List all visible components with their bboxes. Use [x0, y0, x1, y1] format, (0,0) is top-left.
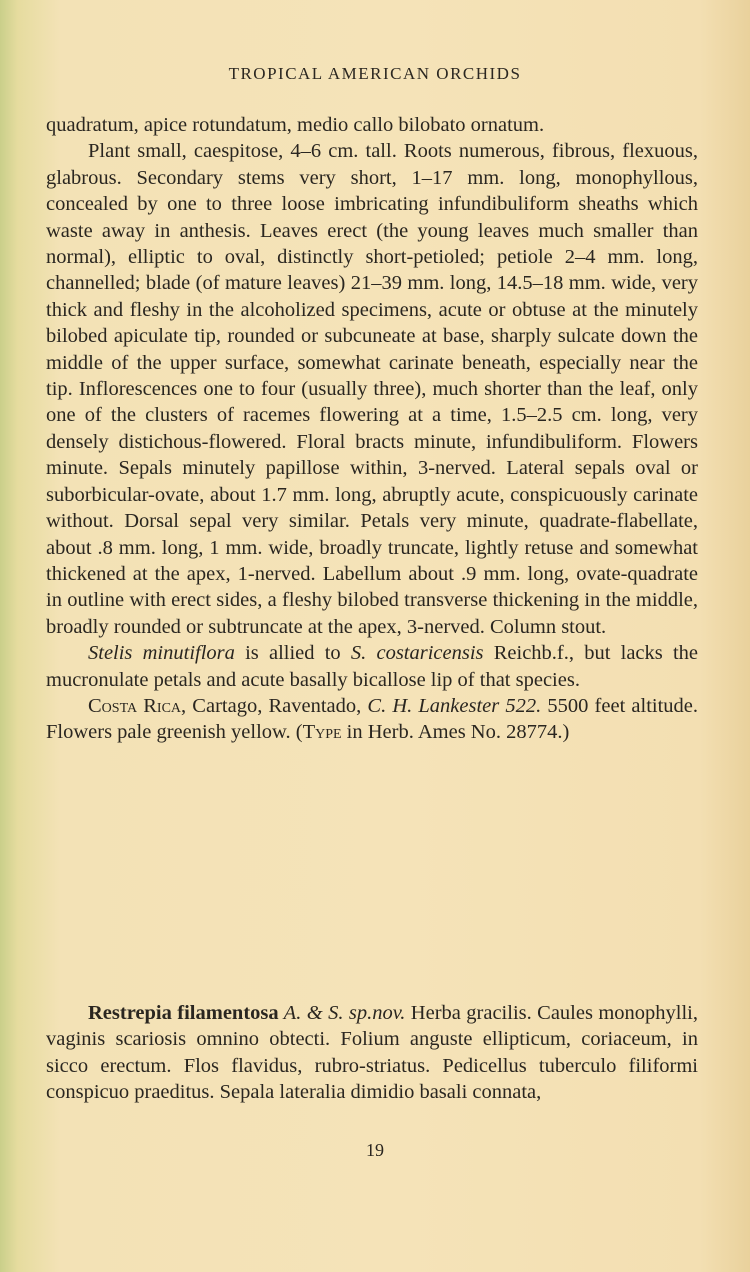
- latin-continuation: quadratum, apice rotundatum, medio callo bilobato ornatum.: [46, 114, 545, 136]
- specimen-text-1: , Cartago, Raventado,: [181, 694, 368, 717]
- page-number: 19: [366, 1140, 384, 1160]
- type-label: Type: [302, 721, 342, 744]
- species-description: Plant small, caespitose, 4–6 cm. tall. Roots numerous, fibrous, flexuous, glabrous. Secondary stems very short, 1–17 mm. long, monophyllous, concealed by one to three loose imbricating infundibuliform sheaths which waste away in anthesis. Leaves erect (the young leaves much smaller than normal), elliptic to oval, distinctly short-petioled; petiole 2–4 mm. long, channelled; blade (of mature leaves) 21–39 mm. long, 14.5–18 mm. wide, very thick and fleshy in the alcoholized specimens, acute or obtuse at the minutely bilobed apiculate tip, rounded or subcuneate at base, sharply sulcate down the middle of the upper surface, somewhat carinate beneath, especially near the tip. Inflorescences one to four (usually three), much shorter than the leaf, only one of the clusters of racemes flowering at a time, 1.5–2.5 cm. long, very densely distichous-flowered. Floral bracts minute, infundibuliform. Flowers minute. Sepals minutely papillose within, 3-nerved. Lateral sepals oval or suborbicular-ovate, about 1.7 mm. long, abruptly acute, conspicuously carinate without. Dorsal sepal very similar. Petals very minute, quadrate-flabellate, about .8 mm. long, 1 mm. wide, broadly truncate, lightly retuse and somewhat thickened at the apex, 1-nerved. Labellum about .9 mm. long, ovate-quadrate in outline with erect sides, a fleshy bilobed transverse thickening in the middle, broadly rounded or subtruncate at the apex, 3-nerved. Column stout.: [46, 140, 698, 638]
- running-header: TROPICAL AMERICAN ORCHIDS: [228, 64, 522, 83]
- new-species-paragraph: [46, 1000, 698, 1106]
- collector-name: C. H. Lankester 522.: [367, 694, 542, 717]
- comparison-text-2: Reichb.f., but lacks the mucronulate petals and acute basally bicallose lip of that species.: [46, 642, 698, 691]
- specimen-text-3: in Herb. Ames No. 28774.): [341, 721, 570, 744]
- text-block-upper: [46, 112, 698, 746]
- comparison-paragraph: [46, 640, 698, 693]
- specimen-text-2: 5500 feet altitude. Flowers pale greenish yellow. (: [46, 694, 699, 744]
- new-species-name: Restrepia filamentosa: [88, 1002, 279, 1024]
- new-species-author: A. & S. sp.nov.: [278, 1002, 406, 1024]
- text-block-new-species: [46, 1000, 698, 1106]
- country-name: Costa Rica: [88, 694, 182, 717]
- new-species-diagnosis: Herba gracilis. Caules monophylli, vaginis scariosis omnino obtecti. Folium anguste ellipticum, coriaceum, in sicco erectum. Flos flavidus, rubro-striatus. Pedicellus tuberculo filiformi conspicuo praeditus. Sepala lateralia dimidio basali connata,: [46, 1002, 699, 1104]
- specimen-paragraph: [46, 693, 698, 746]
- species-name: Stelis minutiflora: [88, 642, 235, 665]
- allied-species-name: S. costaricensis: [350, 642, 484, 665]
- comparison-text-1: is allied to: [234, 642, 351, 665]
